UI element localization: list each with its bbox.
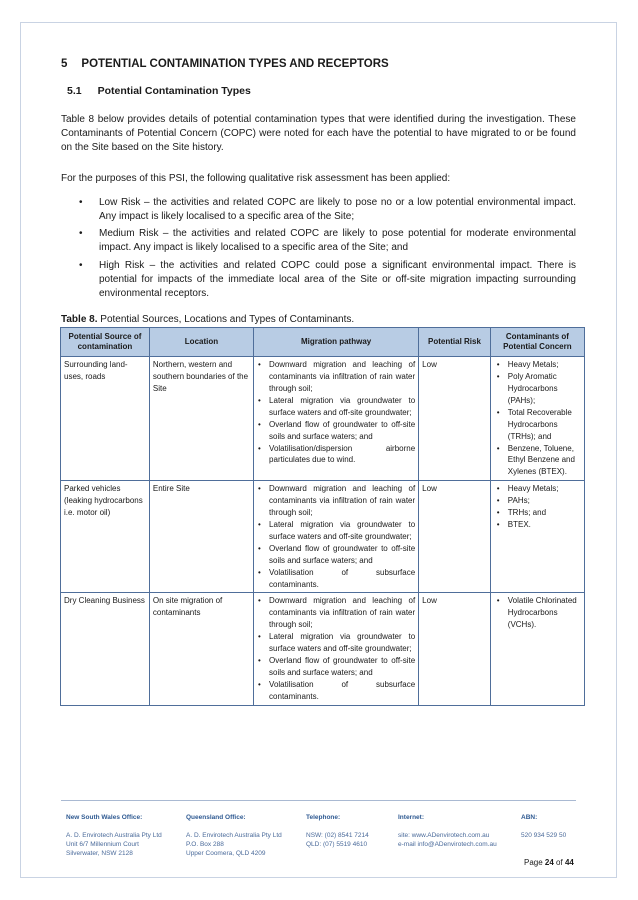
copc-item: • Poly Aromatic Hydrocarbons (PAHs); [496,372,558,405]
copc-item: • Total Recoverable Hydrocarbons (TRHs); and [496,407,572,441]
email-link[interactable]: e-mail info@ADenvirotech.com.au [398,841,497,848]
section-heading [61,58,576,70]
table-row [61,593,585,705]
table-row [61,357,585,481]
footer-telephone: NSW: (02) 8541 7214 QLD: (07) 5519 4610 [306,832,369,848]
intro-paragraph: Table 8 below provides details of potential contamination types that were identified during the investigation. These Contaminants of Potential Concern (COPC) were noted for each have the potential to have migrated to or be found on the Site based on the Site history. [61,114,576,154]
table-row [61,481,585,593]
section-title: POTENTIAL CONTAMINATION TYPES AND RECEPTORS [81,58,389,70]
footer-divider [61,800,576,801]
footer-abn: 520 934 529 50 [521,832,567,839]
pathway-item: • Overland flow of groundwater to off-site soils and surface waters; and [258,655,416,677]
copc-item: • PAHs; [496,496,530,506]
pathway-item: • Downward migration and leaching of contaminants via infiltration of rain water through soil; [258,484,416,518]
cell-risk: Low [419,357,491,481]
cell-source: Dry Cleaning Business [61,593,150,705]
pathway-item: • Downward migration and leaching of contaminants via infiltration of rain water through soil; [258,360,416,394]
cell-copc [490,357,584,481]
copc-item: • BTEX. [496,520,531,530]
table-header-row [61,328,585,357]
table-caption-text: Potential Sources, Locations and Types of Contaminants. [97,314,355,326]
section-number: 5 [61,58,68,70]
document-body [61,58,576,706]
subsection-number: 5.1 [67,85,82,97]
bullet-icon: • [79,259,83,271]
table-caption-label: Table 8. [61,314,98,326]
pathway-item: • Lateral migration via groundwater to surface waters and off-site groundwater; [258,520,416,541]
risk-level-item: • Medium Risk – the activities and related COPC are likely to pose potential for moderate environmental impact. Any impact is likely localised to a specific area of the Site; and [79,228,576,254]
page-number: Page 24 of 44 [524,858,574,867]
copc-item: • Heavy Metals; [496,360,559,370]
pathway-item: • Overland flow of groundwater to off-site soils and surface waters; and [258,419,416,441]
bullet-icon: • [79,196,83,208]
footer-telephone-heading: Telephone: [306,814,341,821]
cell-source: Parked vehicles (leaking hydrocarbons i.e. motor oil) [61,481,150,593]
footer-nsw-heading: New South Wales Office: [66,814,143,821]
pathway-item: • Overland flow of groundwater to off-site soils and surface waters; and [258,543,416,565]
footer-abn-heading: ABN: [521,814,538,821]
subsection-title: Potential Contamination Types [97,85,251,97]
cell-risk: Low [419,481,491,593]
cell-pathways [254,357,419,481]
footer-internet-heading: Internet: [398,814,424,821]
risk-level-item: • High Risk – the activities and related COPC could pose a significant environmental impact. There is potential for impacts of the immediate local area of the Site or off-site migration impacting surrounding environmental receptors. [79,259,576,300]
cell-copc [490,593,584,705]
footer-nsw-address: A. D. Envirotech Australia Pty Ltd Unit 6/7 Millennium Court Silverwater, NSW 2128 [66,832,162,857]
copc-item: • TRHs; and [496,508,547,518]
subsection-heading [67,85,576,97]
header-pathway: Migration pathway [254,328,419,357]
cell-location: Northern, western and southern boundaries of the Site [149,357,253,481]
cell-location: On site migration of contaminants [149,593,253,705]
header-location: Location [149,328,253,357]
bullet-icon: • [79,228,83,240]
pathway-item: • Lateral migration via groundwater to surface waters and off-site groundwater; [258,632,416,654]
footer [66,813,576,858]
cell-location: Entire Site [149,481,253,593]
risk-level-list [61,196,576,301]
cell-source: Surrounding land-uses, roads [61,357,150,481]
cell-pathways [254,593,419,705]
footer-internet[interactable] [398,831,521,858]
pathway-item: • Volatilisation of subsurface contaminants. [258,679,416,701]
pathway-item: • Downward migration and leaching of contaminants via infiltration of rain water through soil; [258,596,416,630]
header-source: Potential Source of contamination [61,328,150,357]
contaminants-table [60,327,585,705]
header-risk: Potential Risk [419,328,491,357]
copc-item: • Benzene, Toluene, Ethyl Benzene and Xylenes (BTEX). [496,443,575,477]
cell-pathways [254,481,419,593]
cell-risk: Low [419,593,491,705]
pathway-item: • Volatilisation of subsurface contaminants. [258,567,416,589]
pathway-item: • Volatilisation/dispersion airborne particulates due to wind. [258,443,416,465]
assessment-paragraph: For the purposes of this PSI, the following qualitative risk assessment has been applied: [61,172,451,184]
website-link[interactable]: site: www.ADenvirotech.com.au [398,832,490,839]
risk-level-item: • Low Risk – the activities and related COPC are likely to pose no or a low potential environmental impact. Any impact is likely localised to a specific area of the Site; [79,196,576,223]
footer-qld-address: A. D. Envirotech Australia Pty Ltd P.O. Box 288 Upper Coomera, QLD 4209 [186,832,282,857]
header-copc: Contaminants of Potential Concern [490,328,584,357]
copc-item: • Volatile Chlorinated Hydrocarbons (VCHs). [496,596,577,630]
pathway-item: • Lateral migration via groundwater to surface waters and off-site groundwater; [258,395,416,417]
table-caption [61,314,576,325]
cell-copc [490,481,584,593]
copc-item: • Heavy Metals; [496,484,559,494]
footer-qld-heading: Queensland Office: [186,814,246,821]
